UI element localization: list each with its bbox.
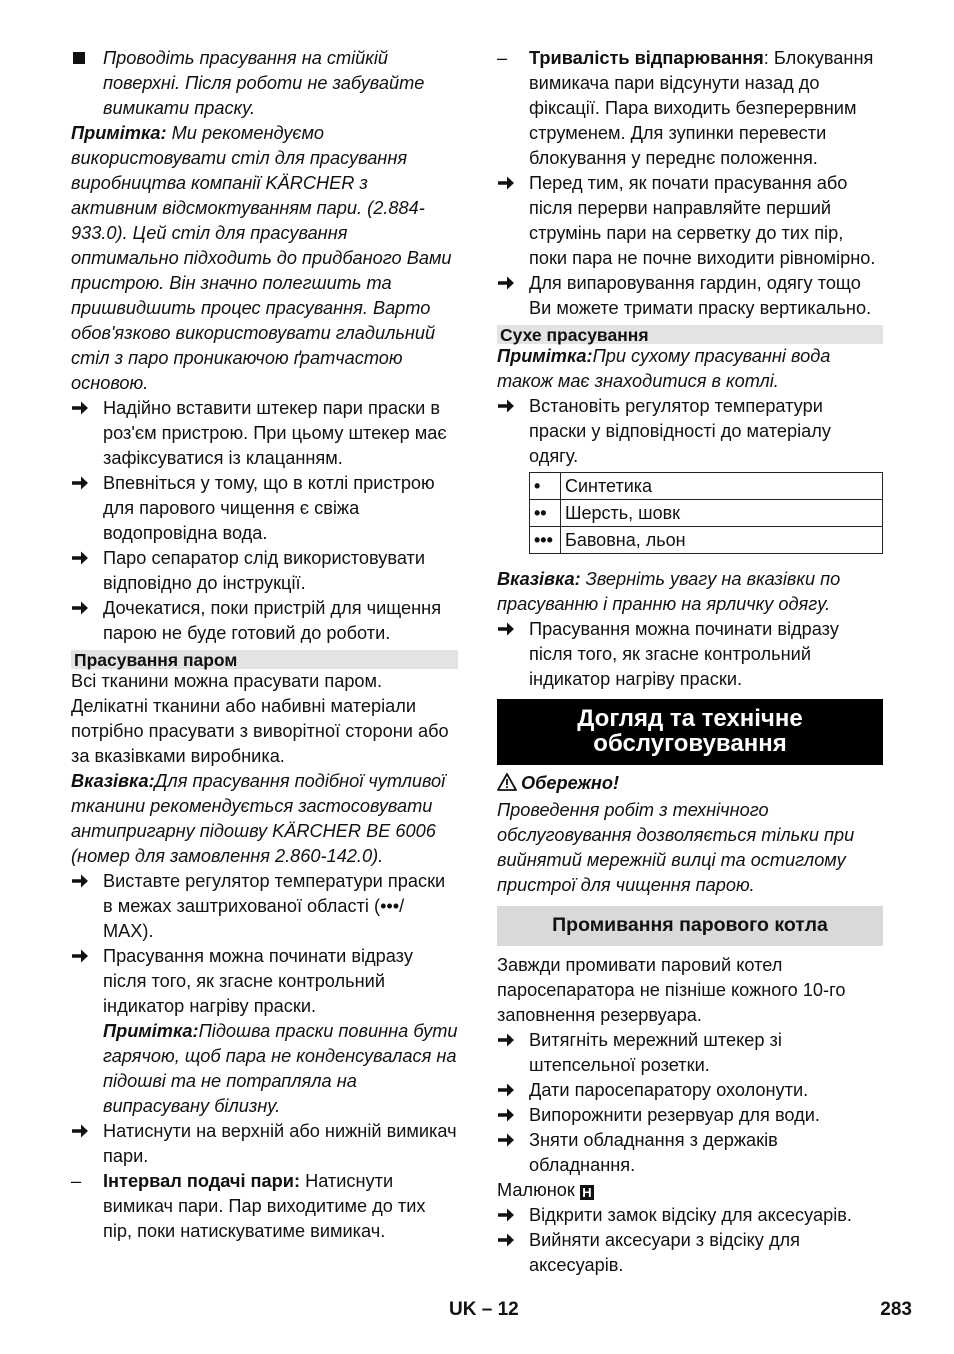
table-row xyxy=(530,527,883,554)
step-text: Надійно вставити штекер пари праски в роз'єм пристрою. При цьому штекер має зафіксуватися із клацанням. xyxy=(103,398,447,468)
left-column xyxy=(71,46,458,1244)
temp-symbol: • xyxy=(530,473,561,500)
chapter-heading-care-maintenance: Догляд та технічне обслуговування xyxy=(497,699,883,765)
right-column xyxy=(497,46,883,1278)
step-text: Випорожнити резервуар для води. xyxy=(529,1105,820,1125)
step-text: Встановіть регулятор температури праски у відповідності до матеріалу одягу. xyxy=(529,396,831,466)
step-text: Дочекатися, поки пристрій для чищення парою не буде готовий до роботи. xyxy=(103,598,442,643)
square-bullet-item xyxy=(71,46,458,121)
dash-label: Інтервал подачі пари: xyxy=(103,1171,301,1191)
material-name: Бавовна, льон xyxy=(561,527,883,554)
material-name: Шерсть, шовк xyxy=(561,500,883,527)
arrow-right-icon xyxy=(71,1119,101,1144)
arrow-right-icon xyxy=(497,1228,527,1253)
table-row xyxy=(530,500,883,527)
list-item xyxy=(497,171,883,271)
hint-label: Вказівка: xyxy=(71,771,155,791)
temp-symbol: •• xyxy=(530,500,561,527)
list-item xyxy=(497,617,883,692)
caution-label: Обережно! xyxy=(521,773,620,793)
figure-reference xyxy=(497,1178,883,1203)
square-bullet-icon xyxy=(73,46,103,71)
caution-block xyxy=(497,771,883,798)
section-heading-rinse-boiler: Промивання парового котла xyxy=(497,906,883,946)
iron-surface-text: Проводіть прасування на стійкій поверхні. Після роботи не забувайте вимикати праску. xyxy=(103,48,425,118)
note-hot-sole xyxy=(103,1019,458,1119)
note-text: При сухому прасуванні вода також має знаходитися в котлі. xyxy=(497,346,831,391)
step-text: Для випаровування гардин, одягу тощо Ви можете тримати праску вертикально. xyxy=(529,273,872,318)
hint-care-labels xyxy=(497,567,883,617)
figure-label: Малюнок xyxy=(497,1180,575,1200)
arrow-right-icon xyxy=(497,1103,527,1128)
rinse-paragraph: Завжди промивати паровий котел паросепаратора не пізніше кожного 10-го заповнення резервуара. xyxy=(497,955,846,1025)
list-item xyxy=(71,944,458,1119)
list-item xyxy=(71,869,458,944)
step-text: Вийняти аксесуари з відсіку для аксесуарів. xyxy=(529,1230,801,1275)
list-item xyxy=(497,1203,883,1228)
arrow-right-icon xyxy=(71,596,101,621)
hint-label: Вказівка: xyxy=(497,569,581,589)
dash-text: Натиснути вимикач пари. Пар виходитиме до тих пір, поки натискуватиме вимикач. xyxy=(103,1171,426,1241)
note-text: Ми рекомендуємо використовувати стіл для прасування виробництва компанії KÄRCHER з активним відсмоктуванням пари. (2.884-933.0). Цей стіл для прасування оптимально підходить до придбаного Вами пристрою. Він значно полегшить та пришвидшить процес прасування. Варто обов'язково використовувати гладильний стіл з паро проникаючою ґратчастою основою. xyxy=(71,123,452,393)
list-item xyxy=(497,1103,883,1128)
section-heading-dry-ironing: Сухе прасування xyxy=(497,325,883,344)
step-text: Дати паросепаратору охолонути. xyxy=(529,1080,809,1100)
step-text: Відкрити замок відсіку для аксесуарів. xyxy=(529,1205,852,1225)
list-item xyxy=(497,271,883,321)
temp-symbol: ••• xyxy=(530,527,561,554)
dash-marker: – xyxy=(71,1171,82,1191)
arrow-right-icon xyxy=(497,1203,527,1228)
step-text: Прасування можна починати відразу після того, як згасне контрольний індикатор нагріву праски. xyxy=(529,619,839,689)
step-text: Паро сепаратор слід використовувати відповідно до інструкції. xyxy=(103,548,426,593)
list-item xyxy=(497,1128,883,1178)
step-text: Витягніть мережний штекер зі штепсельної розетки. xyxy=(529,1030,782,1075)
step-text: Впевніться у тому, що в котлі пристрою для парового чищення є свіжа водопровідна вода. xyxy=(103,473,435,543)
arrow-right-icon xyxy=(497,171,527,196)
arrow-right-icon xyxy=(71,471,101,496)
arrow-right-icon xyxy=(497,617,527,642)
arrow-right-icon xyxy=(71,546,101,571)
list-item xyxy=(497,1028,883,1078)
dash-item xyxy=(71,1169,458,1244)
dash-item xyxy=(497,46,883,171)
temperature-materials-table xyxy=(529,472,883,554)
arrow-right-icon xyxy=(497,271,527,296)
hint-antistick-sole xyxy=(71,769,458,869)
dash-label: Тривалість відпарювання xyxy=(529,48,764,68)
warning-triangle-icon xyxy=(497,773,517,798)
arrow-right-icon xyxy=(71,396,101,421)
note-label: Примітка: xyxy=(497,346,593,366)
step-text: Перед тим, як почати прасування або після перерви направляйте перший струмінь пари на серветку до тих пір, поки пара не почне виходити рівномірно. xyxy=(529,173,876,268)
note-ironing-table xyxy=(71,121,458,396)
dash-marker: – xyxy=(497,48,508,68)
hint-text: Для прасування подібної чутливої тканини рекомендується застосовувати антипригарну підошву KÄRCHER BE 6006 (номер для замовлення 2.860-142.0). xyxy=(71,771,446,866)
step-text: Натиснути на верхній або нижній вимикач пари. xyxy=(103,1121,457,1166)
steam-paragraph: Всі тканини можна прасувати паром. Делікатні тканини або набивні матеріали потрібно прасувати з виворітної сторони або за вказівками виробника. xyxy=(71,671,449,766)
list-item xyxy=(497,1228,883,1278)
note-text: Підошва праски повинна бути гарячою, щоб пара не конденсувалася на підошві та не потрапляла на випрасувану білизну. xyxy=(103,1021,458,1116)
list-item xyxy=(71,1119,458,1169)
footer-section-label: UK – 12 xyxy=(449,1299,519,1320)
list-item xyxy=(71,546,458,596)
step-text: Зняти обладнання з держаків обладнання. xyxy=(529,1130,778,1175)
list-item xyxy=(71,396,458,471)
figure-id-badge: H xyxy=(580,1185,594,1200)
list-item xyxy=(71,471,458,546)
list-item xyxy=(497,1078,883,1103)
step-text: Прасування можна починати відразу після того, як згасне контрольний індикатор нагріву праски. xyxy=(103,946,413,1016)
note-label: Примітка: xyxy=(103,1021,199,1041)
arrow-right-icon xyxy=(497,1028,527,1053)
step-text: Виставте регулятор температури праски в межах заштрихованої області (•••/ MAX). xyxy=(103,871,446,941)
table-row xyxy=(530,473,883,500)
dash-text: : Блокування вимикача пари відсунути назад до фіксації. Пара виходить безперервним струменем. Для зупинки перевести блокування у переднє положення. xyxy=(529,48,874,168)
material-name: Синтетика xyxy=(561,473,883,500)
list-item xyxy=(497,394,883,469)
arrow-right-icon xyxy=(71,869,101,894)
arrow-right-icon xyxy=(71,944,101,969)
steps-list-preparation xyxy=(71,396,458,646)
hint-text: Зверніть увагу на вказівки по прасуванню і пранню на ярличку одягу. xyxy=(497,569,841,614)
arrow-right-icon xyxy=(497,394,527,419)
section-heading-steam-ironing: Прасування паром xyxy=(71,650,458,669)
page-number: 283 xyxy=(880,1299,912,1320)
arrow-right-icon xyxy=(497,1128,527,1153)
arrow-right-icon xyxy=(497,1078,527,1103)
list-item xyxy=(71,596,458,646)
note-label: Примітка: xyxy=(71,123,167,143)
caution-text: Проведення робіт з технічного обслуговування дозволяється тільки при вийнятий мережній вилці та остиглому пристрої для чищення парою. xyxy=(497,800,855,895)
note-dry-ironing xyxy=(497,344,883,394)
